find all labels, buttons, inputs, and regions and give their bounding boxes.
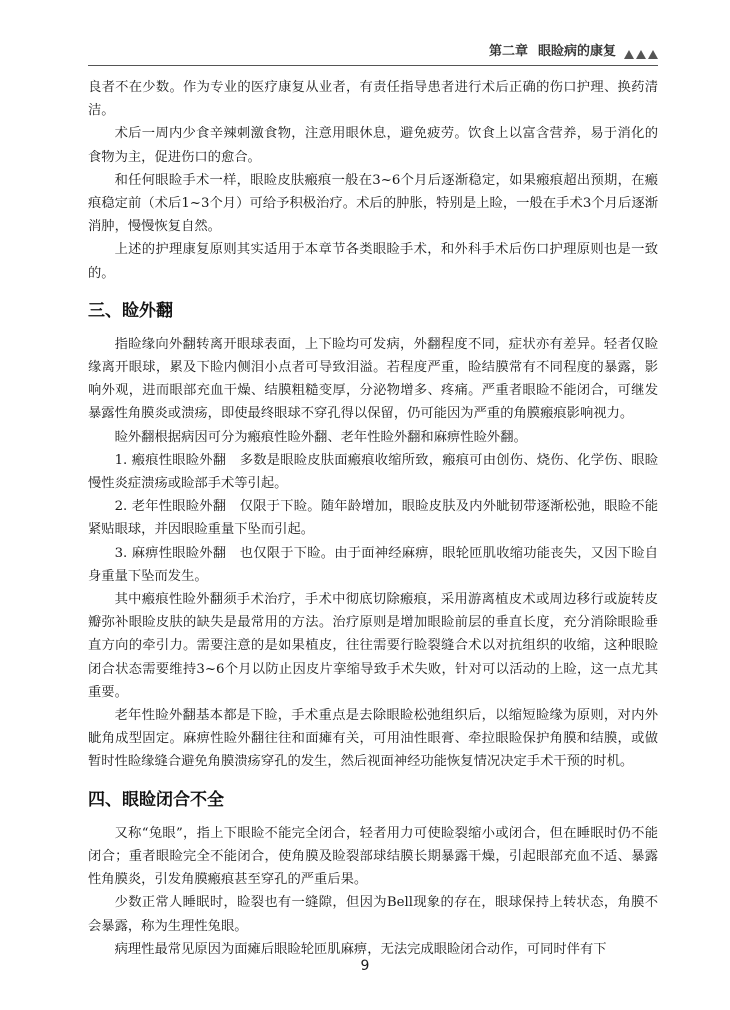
section-heading-lagophthalmos: 四、眼睑闭合不全 xyxy=(88,789,224,810)
paragraph: 病理性最常见原因为面瘫后眼睑轮匝肌麻痹，无法完成眼睑闭合动作，可同时伴有下 xyxy=(114,941,607,957)
paragraph: 3. 麻痹性眼睑外翻 也仅限于下睑。由于面神经麻痹，眼轮匝肌收缩功能丧失，又因下睑自身重量下坠而发生。 xyxy=(88,545,658,584)
section-heading-ectropion: 三、睑外翻 xyxy=(88,300,173,321)
page-body xyxy=(88,76,658,961)
paragraph: 和任何眼睑手术一样，眼睑皮肤瘢痕一般在3~6个月后逐渐稳定，如果瘢痕超出预期，在瘢痕稳定前（术后1~3个月）可给予积极治疗。术后的肿胀，特别是上睑，一般在手术3个月后逐渐消肿，慢慢恢复自然。 xyxy=(88,172,658,235)
paragraph: 2. 老年性眼睑外翻 仅限于下睑。随年龄增加，眼睑皮肤及内外眦韧带逐渐松弛，眼睑不能紧贴眼球，并因眼睑重量下坠而引起。 xyxy=(88,499,658,538)
paragraph: 术后一周内少食辛辣刺激食物，注意用眼休息，避免疲劳。饮食上以富含营养，易于消化的食物为主，促进伤口的愈合。 xyxy=(88,126,658,165)
chapter-title: 眼睑病的康复 xyxy=(537,44,616,59)
chapter-label: 第二章 xyxy=(488,44,528,59)
paragraph: 良者不在少数。作为专业的医疗康复从业者，有责任指导患者进行术后正确的伤口护理、换药清洁。 xyxy=(88,80,658,119)
paragraph: 又称“兔眼”，指上下眼睑不能完全闭合，轻者用力可使睑裂缩小或闭合，但在睡眠时仍不能闭合；重者眼睑完全不能闭合，使角膜及睑裂部球结膜长期暴露干燥，引起眼部充血不适、暴露性角膜炎，引发角膜瘢痕甚至穿孔的严重后果。 xyxy=(88,825,658,888)
paragraph: 其中瘢痕性睑外翻须手术治疗，手术中彻底切除瘢痕，采用游离植皮术或周边移行或旋转皮瓣弥补眼睑皮肤的缺失是最常用的方法。治疗原则是增加眼睑前层的垂直长度，充分消除眼睑垂直方向的牵引力。需要注意的是如果植皮，往往需要行睑裂缝合术以对抗组织的收缩，这种眼睑闭合状态需要维持3~6个月以防止因皮片挛缩导致手术失败，针对可以活动的上睑，这一点尤其重要。 xyxy=(88,592,658,700)
paragraph: 少数正常人睡眠时，睑裂也有一缝隙，但因为Bell现象的存在，眼球保持上转状态，角膜不会暴露，称为生理性兔眼。 xyxy=(88,895,658,934)
paragraph: 老年性睑外翻基本都是下睑，手术重点是去除眼睑松弛组织后，以缩短睑缘为原则，对内外眦角成型固定。麻痹性睑外翻往往和面瘫有关，可用油性眼膏、牵拉眼睑保护角膜和结膜，或做暂时性睑缘缝合避免角膜溃疡穿孔的发生，然后视面神经功能恢复情况决定手术干预的时机。 xyxy=(88,708,658,770)
paragraph: 睑外翻根据病因可分为瘢痕性睑外翻、老年性睑外翻和麻痹性睑外翻。 xyxy=(114,429,527,445)
paragraph: 1. 瘢痕性眼睑外翻 多数是眼睑皮肤面瘢痕收缩所致，瘢痕可由创伤、烧伤、化学伤、眼睑慢性炎症溃疡或睑部手术等引起。 xyxy=(88,452,658,492)
paragraph: 指睑缘向外翻转离开眼球表面，上下睑均可发病，外翻程度不同，症状亦有差异。轻者仅睑缘离开眼球，累及下睑内侧泪小点者可导致泪溢。若程度严重，睑结膜常有不同程度的暴露，影响外观，进而眼部充血干燥、结膜粗糙变厚，分泌物增多、疼痛。严重者眼睑不能闭合，可继发暴露性角膜炎或溃疡，即使最终眼球不穿孔得以保留，仍可能因为严重的角膜瘢痕影响视力。 xyxy=(88,336,658,422)
triangle-decoration-icon xyxy=(624,50,658,59)
paragraph: 上述的护理康复原则其实适用于本章节各类眼睑手术，和外科手术后伤口护理原则也是一致的。 xyxy=(88,242,658,281)
running-header xyxy=(88,36,658,66)
page-number: 9 xyxy=(360,958,370,974)
